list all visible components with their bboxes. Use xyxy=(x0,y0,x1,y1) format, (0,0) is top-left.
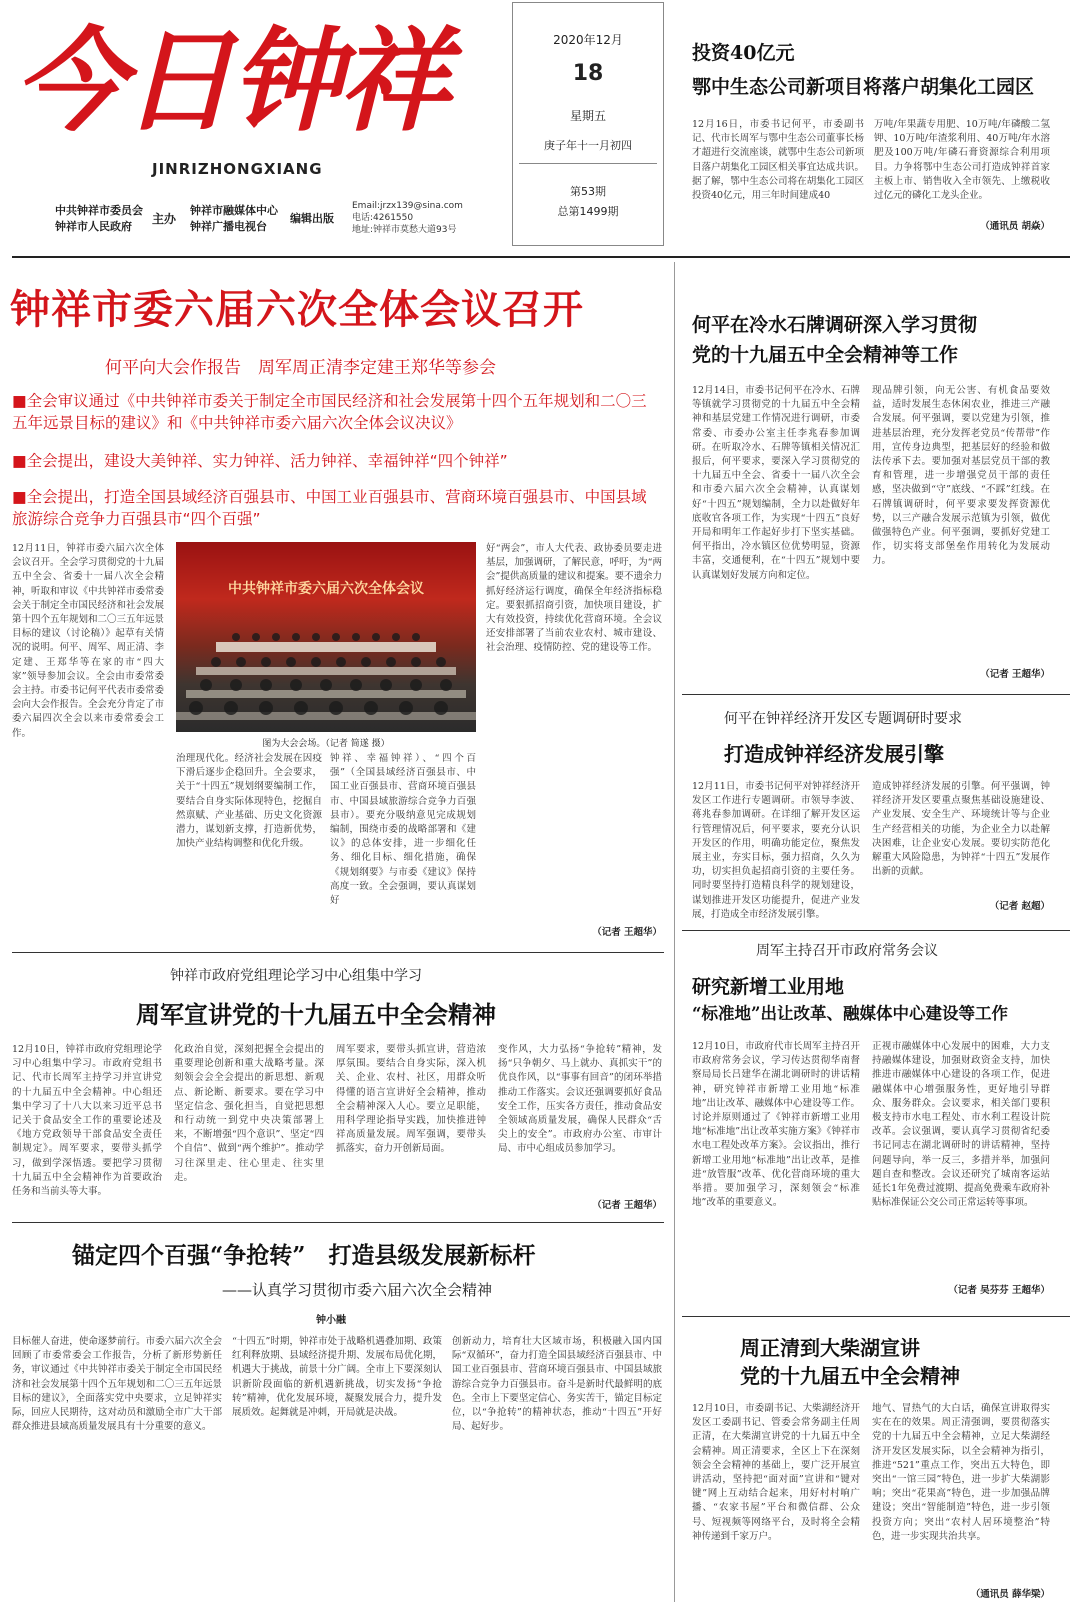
right4-credit: （记者 吴芬芬 王超华） xyxy=(948,1285,1050,1296)
contact-phone: 电话:4261550 xyxy=(352,213,414,223)
publisher-line2: 钟祥广播电视台 xyxy=(190,220,267,233)
lead-subhead: 何平向大会作报告 周军周正清李定建王郑华等参会 xyxy=(105,358,496,378)
date-divider xyxy=(519,163,657,164)
issue-total: 总第1499期 xyxy=(557,205,619,218)
study-headline: 周军宣讲党的十九届五中全会精神 xyxy=(136,1000,496,1029)
lead-point-3: ■全会提出，打造全国县域经济百强县市、中国工业百强县市、营商环境百强县市、中国县域旅游综合竞争力百强县市“四个百强” xyxy=(12,488,647,528)
publisher-role: 编辑出版 xyxy=(290,212,334,225)
right3-body-col2: 造成钟祥经济发展的引擎。何平强调，钟祥经济开发区要重点聚焦基础设施建设、产业发展、安全生产、环境统计等与企业生产经营相关的功能，为企业全力以赴解决困难，让企业安心发展。要切实防范化解重大风险隐患，为钟祥“十四五”发展作出新的贡献。 xyxy=(872,781,1050,878)
right-story-3 xyxy=(680,696,1072,926)
sponsor-role: 主办 xyxy=(152,212,177,226)
right4-kicker: 周军主持召开市政府常务会议 xyxy=(756,943,938,959)
feature-body-col2: “十四五”时期，钟祥市处于战略机遇叠加期、政策红利释放期、县域经济提升期、发展布局优化期，机遇大于挑战，前景十分广阔。全市上下要深刻认识新阶段面临的新机遇新挑战，切实发扬“争抢转”精神，优化发展环境，凝聚发展合力，提升发展质效。起舞就是冲刺，开局就是决战。 xyxy=(232,1336,442,1419)
lead-body-right: 好“两会”，市人大代表、政协委员要走进基层，加强调研，了解民意，呼吁，为“两会”提供高质量的建议和提案。要不遗余力抓好经济运行调度，确保全年经济指标稳定。要狠抓招商引资，加快项目建设，扩大有效投资，持续优化营商环境。全会议还安排部署了当前农业农村、城市建设、社会治理、疫情防控、党的建设等工作。 xyxy=(486,543,662,654)
sponsor-line1: 中共钟祥市委员会 xyxy=(55,204,143,217)
right5-headline-1: 周正清到大柴湖宣讲 xyxy=(740,1336,920,1360)
feature-story xyxy=(0,1225,672,1610)
right5-headline-2: 党的十九届五中全会精神 xyxy=(740,1364,960,1388)
right3-body-col1: 12月11日，市委书记何平对钟祥经济开发区工作进行专题调研。市领导李波、蒋兆春参加调研。在详细了解开发区运行管理情况后，何平要求，要充分认识开发区的作用，明确功能定位，聚焦发展主业，夯实目标，强力招商，久久为功，切实担负起招商引资的主要任务。同时要坚持打造精良科学的规划建设，谋划推进开发区功能提升，促进产业发展，打造成全市经济发展引擎。 xyxy=(692,781,860,920)
right3-credit: （记者 赵超） xyxy=(989,901,1050,912)
feature-headline: 锚定四个百强“争抢转” 打造县级发展新标杆 xyxy=(72,1242,536,1269)
right2-body-col1: 12月14日，市委书记何平在冷水、石牌等镇就学习贯彻党的十九届五中全会精神和基层党建工作情况进行调研，市委常委、市委办公室主任李兆春参加调研。在听取冷水、石牌等镇相关情况汇报后，何平要求，要深入学习贯彻党的十九届五中全会、省委十一届八次全会和市委六届六次全会精神，认真谋划好“十四五”规划编制，全力以赴做好年底收官各项工作，为实现“十四五”良好开局和明年工作起好步打下坚实基础。何平指出，冷水镇区位优势明显，资源丰富，交通便利，在“十四五”规划中要认真谋划好发展方向和定位。 xyxy=(692,385,860,581)
study-credit: （记者 王超华） xyxy=(592,1200,662,1211)
study-kicker: 钟祥市政府党组理论学习中心组集中学习 xyxy=(170,968,422,984)
lead-point-2: ■全会提出，建设大美钟祥、实力钟祥、活力钟祥、幸福钟祥“四个钟祥” xyxy=(12,452,508,470)
lead-photo xyxy=(176,542,476,732)
lead-body-mid1: 治理现代化。经济社会发展在因疫下滑后逐步企稳回升。全会要求，关于“十四五”规划纲要编制工作，要结合自身实际体现特色，挖掘自然禀赋、产业基础、历史文化资源潜力，谋划新支撑，打造新优势，加快产业结构调整和优化升级。 xyxy=(176,753,322,850)
story-body-col2: 万吨/年果蔬专用肥、10万吨/年磷酸二氢钾、10万吨/年渣浆利用、40万吨/年水溶肥及100万吨/年磷石膏资源综合利用项目。力争将鄂中生态公司打造成钟祥首家主板上市、销售收入全市领先、上缴税收过亿元的磷化工龙头企业。 xyxy=(874,119,1050,202)
study-story xyxy=(0,955,672,1220)
lead-credit: （记者 王超华） xyxy=(592,927,662,938)
sponsor-block xyxy=(55,203,143,235)
right-story-4 xyxy=(680,932,1072,1312)
right3-kicker: 何平在钟祥经济开发区专题调研时要求 xyxy=(724,711,962,727)
right5-body-col2: 地气、冒热气的大白话，确保宣讲取得实实在在的效果。周正清强调，要贯彻落实党的十九届五中全会精神，立足大柴湖经济开发区发展实际，以全会精神为指引，推进“521”重点工作，突出五大特色，即突出“一馆三园”特色，进一步扩大柴湖影响；突出“花果高”特色，进一步加强品牌建设；突出“智能制造”特色，进一步引领投资方向；突出“农村人居环境整治”特色，进一步实现共治共享。 xyxy=(872,1403,1050,1542)
lead-point-1: ■全会审议通过《中共钟祥市委关于制定全市国民经济和社会发展第十四个五年规划和二〇三五年远景目标的建议》和《中共钟祥市委六届六次全体会议决议》 xyxy=(12,392,647,432)
rule-right4-top xyxy=(682,930,1070,931)
lead-body-mid2: 钟祥、幸福钟祥）、“四个百强”（全国县域经济百强县市、中国工业百强县市、营商环境百强县市、中国县域旅游综合竞争力百强县市）。要充分吸纳意见完成规划编制，围绕市委的战略部署和《建议》的总体安排，进一步细化任务、细化目标、细化措施，确保《规划纲要》与市委《建议》保持高度一致。全会强调，要认真谋划好 xyxy=(330,753,476,907)
right4-body-col1: 12月10日，市政府代市长周军主持召开市政府常务会议，学习传达贯彻华南督察局局长吕建华在湖北调研时的讲话精神，研究钟祥市新增工业用地“标准地”出让改革、融媒体中心建设等工作。讨论并原则通过了《钟祥市新增工业用地“标准地”出让改革实施方案》《钟祥市水电工程处改革方案》。会议指出，推行新增工业用地“标准地”出让改革，是推进“放管服”改革、优化营商环境的重大举措。要加强学习，深刻领会“标准地”改革的重要意义。 xyxy=(692,1041,860,1209)
story-body-col1: 12月16日，市委书记何平，市委副书记、代市长周军与鄂中生态公司董事长杨才超进行交流座谈，就鄂中生态公司新项目落户胡集化工园区相关事宜达成共识。据了解，鄂中生态公司将在胡集化工园区投资40亿元，用三年时间建成40 xyxy=(692,119,864,202)
date-weekday: 星期五 xyxy=(569,109,606,123)
study-body-col2: 化政治自觉，深刻把握全会提出的重要理论创新和重大战略考量。深刻领会会全会提出的新思想、新观点、新论断、新要求。要在学习中坚定信念、强化担当，自觉把思想和行动统一到党中央决策部署上来，不断增强“四个意识”、坚定“四个自信”、做到“两个维护”。推动学习往深里走、往心里走、往实里走。 xyxy=(174,1044,324,1183)
right-story-2 xyxy=(680,260,1072,690)
masthead-rule xyxy=(12,256,1070,258)
date-box xyxy=(512,2,664,246)
sponsor-line2: 钟祥市人民政府 xyxy=(55,220,132,233)
rule-feature-top xyxy=(12,1222,664,1223)
story-headline: 鄂中生态公司新项目将落户胡集化工园区 xyxy=(692,76,1035,98)
date-day: 18 xyxy=(572,61,604,86)
feature-subhead: ——认真学习贯彻市委六届六次全会精神 xyxy=(222,1281,493,1299)
right2-headline-2: 党的十九届五中全会精神等工作 xyxy=(692,344,959,366)
lead-photo-caption: 图为大会会场。（记者 简遂 摄） xyxy=(262,739,390,749)
right3-headline: 打造成钟祥经济发展引擎 xyxy=(724,742,944,766)
story-top-right xyxy=(680,0,1072,250)
lead-headline: 钟祥市委六届六次全体会议召开 xyxy=(10,287,584,333)
column-divider xyxy=(674,262,675,1602)
study-body-col3: 周军要求，要带头抓宣讲，营造浓厚氛围。要结合自身实际，深入机关、企业、农村、社区，用群众听得懂的语言宣讲好全会精神，推动全会精神深入人心。要立足职能，用科学理论指导实践，加快推进钟祥高质量发展。周军强调，要带头抓落实，奋力开创新局面。 xyxy=(336,1044,486,1155)
rule-right3-top xyxy=(682,694,1070,695)
feature-byline: 钟小融 xyxy=(316,1315,346,1326)
right-story-5 xyxy=(680,1318,1072,1610)
right5-credit: （通讯员 薛华梁） xyxy=(970,1589,1050,1600)
study-body-col4: 变作风，大力弘扬“争抢转”精神，发扬“只争朝夕、马上就办、真抓实干”的优良作风，以“事事有回音”的闭环举措推动工作落实。会议还强调要抓好食品安全工作，压实各方责任，推动食品安全领域高质量发展，确保人民群众“舌尖上的安全”。市政府办公室、市审计局、市中心组成员参加学习。 xyxy=(498,1044,662,1155)
story-credit: （通讯员 胡焱） xyxy=(980,221,1050,232)
right4-headline-2: “标准地”出让改革、融媒体中心建设等工作 xyxy=(692,1004,1008,1023)
contact-email: Email:jrzx139@sina.com xyxy=(352,201,463,211)
story-kicker: 投资40亿元 xyxy=(692,42,795,64)
lead-body-left: 12月11日，钟祥市委六届六次全体会议召开。全会学习贯彻党的十九届五中全会、省委十一届八次全会精神，听取和审议《中共钟祥市委常委会关于制定全市国民经济和社会发展第十四个五年规划和二〇三五年远景目标的建议（讨论稿）》起草有关情况的说明。何平、周军、周正清、李定建、王郑华等在家的市“四大家”领导参加会议。全会由市委常委会主持。市委书记何平代表市委常委会向大会作报告。全会充分肯定了市委六届四次全会以来市委常委会工作。 xyxy=(12,543,164,739)
feature-body-col3: 创新动力，培育壮大区域市场，积极融入国内国际“双循环”，奋力打造全国县域经济百强县市、中国工业百强县市、营商环境百强县市、中国县域旅游综合竞争力百强县市。奋斗是新时代最鲜明的底色。全市上下要坚定信心、务实苦干，锚定目标定位，以“争抢转”的精神状态，推动“十四五”开好局、起好步。 xyxy=(452,1336,662,1433)
publisher-block xyxy=(190,203,278,235)
right4-headline-1: 研究新增工业用地 xyxy=(692,976,845,998)
masthead-logo: 今日钟祥 xyxy=(14,16,446,147)
feature-body-col1: 目标催人奋进，使命逐梦前行。市委六届六次全会回顾了市委常委会工作报告，分析了新形势新任务，审议通过《中共钟祥市委关于制定全市国民经济和社会发展第十四个五年规划和二〇三五年远景目标的建议》，全面落实党中央要求，立足钟祥实际，回应人民期待，这对动员和激励全市广大干部群众推进县域高质量发展具有十分重要的意义。 xyxy=(12,1336,222,1433)
issue-number: 第53期 xyxy=(570,185,606,198)
rule-right5-top xyxy=(682,1316,1070,1317)
masthead-pinyin: JINRIZHONGXIANG xyxy=(152,160,323,178)
study-body-col1: 12月10日，钟祥市政府党组理论学习中心组集中学习。市政府党组书记、代市长周军主持学习并宣讲党的十九届五中全会精神。中心组还集中学习了十八大以来习近平总书记关于食品安全工作的重要论述及《地方党政领导干部食品安全责任制规定》。周军要求，要带头抓学习，做到学深悟透。要把学习贯彻十九届五中全会精神作为首要政治任务和当前头等大事。 xyxy=(12,1044,162,1198)
right2-body-col2: 现品牌引领，向无公害、有机食品要效益，适时发展生态休闲农业，推进三产融合发展。何平强调，要以党建为引领，推进基层治理，充分发挥老党员“传帮带”作用，宣传身边典型，把基层好的经验和做法传承下去。要加强对基层党员干部的教育和管理，进一步增强党员干部的责任感，坚决做到“守”底线、“不踩”红线。在石牌镇调研时，何平要求要发挥资源优势，以三产融合发展示范镇为引领，做优做强特色产业。何平强调，要抓好党建工作，切实将支部堡垒作用转化为发展动力。 xyxy=(872,385,1050,567)
right4-body-col2: 正视市融媒体中心发展中的困难，大力支持融媒体建设，加强财政资金支持，加快推进市融媒体中心建设的各项工作，促进融媒体中心增强服务性，更好地引导群众、服务群众。会议要求，相关部门要积极支持市水电工程处、市水利工程设计院改革。会议强调，要认真学习贯彻省纪委书记同志在湖北调研时的讲话精神，坚持问题导向，举一反三，多措并举，加强问题自查和整改。会议还研究了城南客运站延长1年免费过渡期、提高免费乘车政府补贴标准保证公交公司正常运转等事项。 xyxy=(872,1041,1050,1209)
lead-story xyxy=(0,260,672,950)
right5-body-col1: 12月10日，市委副书记、大柴湖经济开发区工委副书记、管委会常务副主任周正清，在大柴湖宣讲党的十九届五中全会精神。周正清要求，全区上下在深刻领会全会精神的基础上，要广泛开展宣讲活动，坚持把“面对面”宣讲和“键对键”网上互动结合起来，用好村村响广播、“农家书屋”平台和微信群、公众号、短视频等网络平台，及时将全会精神传递到千家万户。 xyxy=(692,1403,860,1542)
date-month: 2020年12月 xyxy=(553,33,623,47)
right2-credit: （记者 王超华） xyxy=(980,669,1050,680)
contact-block xyxy=(352,200,463,236)
date-lunar: 庚子年十一月初四 xyxy=(544,139,632,152)
photo-banner-text: 中共钟祥市委六届六次全体会议 xyxy=(228,581,424,597)
publisher-line1: 钟祥市融媒体中心 xyxy=(190,204,278,217)
right2-headline-1: 何平在冷水石牌调研深入学习贯彻 xyxy=(692,314,978,336)
photo-audience-svg xyxy=(176,542,476,732)
contact-address: 地址:钟祥市莫愁大道93号 xyxy=(352,225,457,235)
rule-study-top xyxy=(12,952,664,953)
